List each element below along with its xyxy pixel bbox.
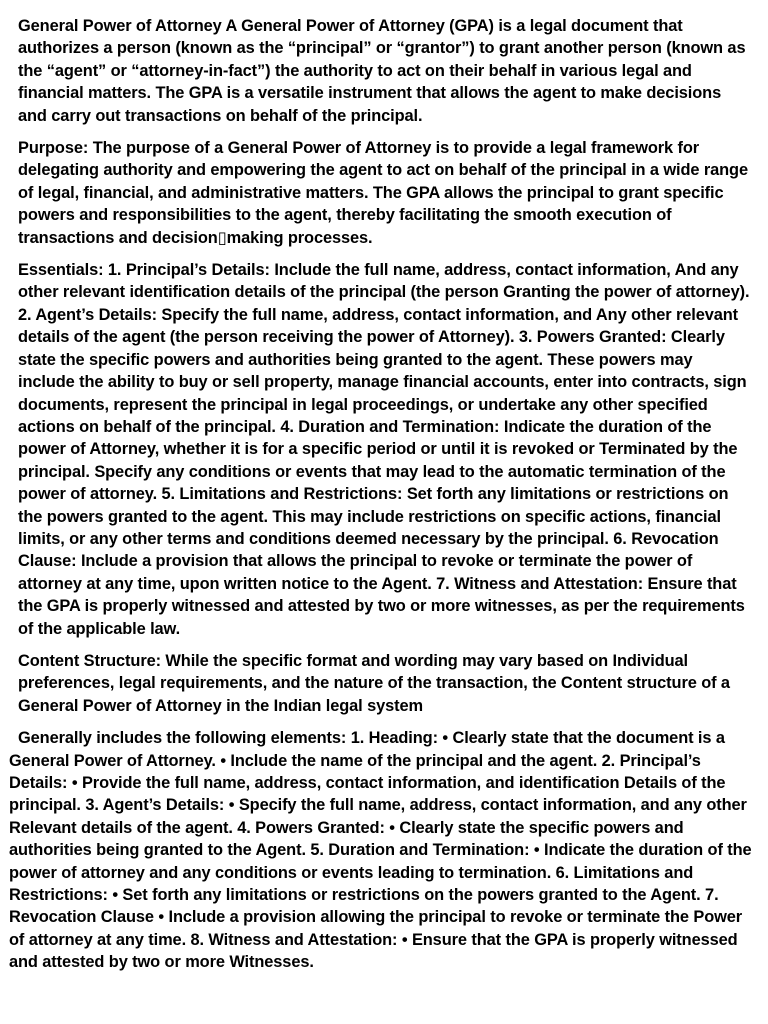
paragraph-purpose: Purpose: The purpose of a General Power of Attorney is to provide a legal framework for delegating authority and empowering the agent to act on behalf of the principal in a wide range of legal, financial, and administrative matters. The GPA allows the principal to grant specific powers and responsibilities to the agent, thereby facilitating the smooth execution of transactions and decision▯making processes.: [18, 139, 748, 247]
paragraph-elements: Generally includes the following elements: 1. Heading: • Clearly state that the document is a General Power of Attorney. • Include the name of the principal and the agent. 2. Principal’s Details: • Provide the full name, address, contact information, and identification Details of the principal. 3. Agent’s Details: • Specify the full name, address, contact information, and any other Relevant details of the agent. 4. Powers Granted: • Clearly state the specific powers and authorities being granted to the Agent. 5. Duration and Termination: • Indicate the duration of the power of attorney and any conditions or events leading to termination. 6. Limitations and Restrictions: • Set forth any limitations or restrictions on the powers granted to the Agent. 7. Revocation Clause • Include a provision allowing the principal to revoke or terminate the Power of attorney at any time. 8. Witness and Attestation: • Ensure that the GPA is properly witnessed and attested by two or more Witnesses.: [9, 729, 752, 972]
paragraph-content-structure: Content Structure: While the specific format and wording may vary based on Individual preferences, legal requirements, and the nature of the transaction, the Content structure of a General Power of Attorney in the Indian legal system: [18, 651, 730, 715]
paragraph-essentials: Essentials: 1. Principal’s Details: Include the full name, address, contact information, And any other relevant identification details of the principal (the person Granting the power of attorney). 2. Agent’s Details: Specify the full name, address, contact information, and Any other relevant details of the agent (the person receiving the power of Attorney). 3. Powers Granted: Clearly state the specific powers and authorities being granted to the agent. These powers may include the ability to buy or sell property, manage financial accounts, enter into contracts, sign documents, represent the principal in legal proceedings, or undertake any other specified actions on behalf of the principal. 4. Duration and Termination: Indicate the duration of the power of Attorney, whether it is for a specific period or until it is revoked or Terminated by the principal. Specify any conditions or events that may lead to the automatic termination of the power of attorney. 5. Limitations and Restrictions: Set forth any limitations or restrictions on the powers granted to the agent. This may include restrictions on specific actions, financial limits, or any other terms and conditions deemed necessary by the principal. 6. Revocation Clause: Include a provision that allows the principal to revoke or terminate the power of attorney at any time, upon written notice to the Agent. 7. Witness and Attestation: Ensure that the GPA is properly witnessed and attested by two or more witnesses, as per the requirements of the applicable law.: [18, 261, 750, 638]
paragraph-introduction: General Power of Attorney A General Power of Attorney (GPA) is a legal document that authorizes a person (known as the “principal” or “grantor”) to grant another person (known as the “agent” or “attorney-in-fact”) the authority to act on their behalf in various legal and financial matters. The GPA is a versatile instrument that allows the agent to make decisions and carry out transactions on behalf of the principal.: [18, 17, 746, 125]
